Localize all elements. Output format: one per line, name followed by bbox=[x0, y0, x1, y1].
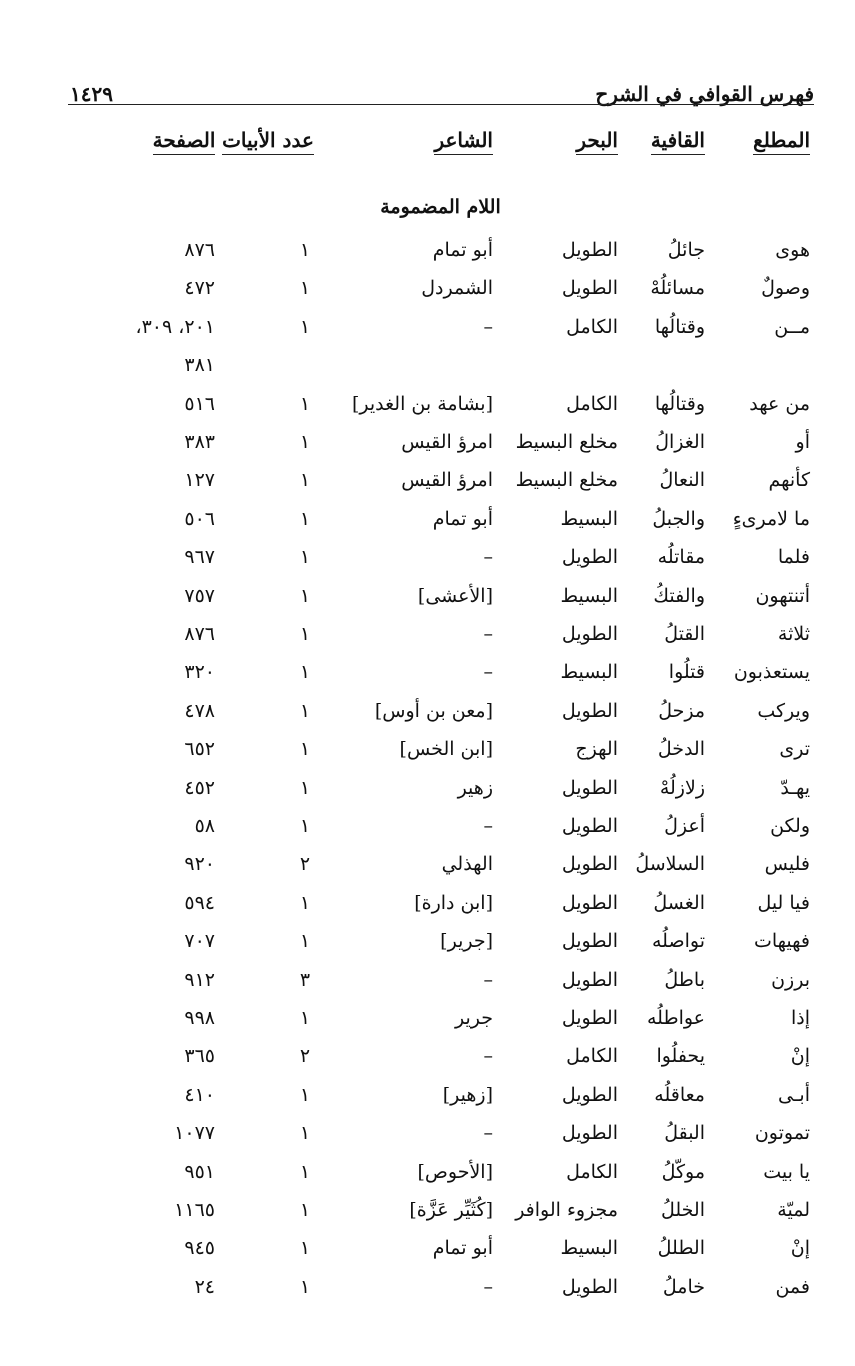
cell-matla: ترى bbox=[779, 738, 810, 761]
table-row bbox=[0, 503, 855, 535]
cell-bahr: الطويل bbox=[561, 1122, 618, 1145]
cell-shaer: – bbox=[483, 1045, 493, 1068]
cell-qafia: باطلُ bbox=[664, 968, 705, 991]
table-row bbox=[0, 1271, 855, 1303]
cell-matla: فيا ليل bbox=[757, 891, 810, 914]
cell-count: ١ bbox=[299, 930, 311, 953]
cell-page: ٣٨٣ bbox=[184, 431, 215, 453]
cell-shaer: – bbox=[483, 623, 493, 645]
cell-page: ٩٥١ bbox=[184, 1160, 215, 1183]
cell-count: ١ bbox=[299, 776, 311, 799]
cell-page: ٥٠٦ bbox=[184, 507, 215, 530]
cell-matla: إنْ bbox=[790, 1237, 810, 1260]
cell-shaer: زهير bbox=[457, 776, 493, 799]
cell-page: ٩٩٨ bbox=[184, 1007, 215, 1029]
cell-count: ١ bbox=[299, 392, 311, 415]
cell-bahr: الطويل bbox=[561, 776, 618, 799]
table-row bbox=[0, 772, 855, 804]
cell-qafia: مزحلُ bbox=[658, 699, 705, 722]
cell-bahr: البسيط bbox=[560, 1237, 618, 1260]
cell-qafia: البقلُ bbox=[664, 1122, 705, 1145]
table-row bbox=[0, 580, 855, 612]
cell-shaer: [الأعشى] bbox=[417, 584, 493, 607]
cell-page: ٤٧٢ bbox=[184, 277, 215, 300]
cell-page: ١١٦٥ bbox=[174, 1199, 215, 1221]
cell-count: ١ bbox=[299, 546, 311, 569]
table-row bbox=[0, 234, 855, 266]
table-row bbox=[0, 1117, 855, 1149]
cell-qafia: أعزلُ bbox=[664, 815, 705, 837]
cell-page: ٥٨ bbox=[194, 815, 215, 837]
table-row bbox=[0, 426, 855, 458]
table-row bbox=[0, 541, 855, 573]
col-header-bahr: البحر bbox=[518, 124, 618, 156]
cell-matla: فهيهات bbox=[753, 930, 810, 953]
cell-shaer: [الأحوص] bbox=[417, 1160, 493, 1183]
cell-qafia: والفتكُ bbox=[653, 584, 705, 607]
table-row bbox=[0, 1079, 855, 1111]
cell-bahr: الكامل bbox=[566, 1045, 618, 1068]
cell-shaer: [جرير] bbox=[440, 930, 493, 953]
cell-matla: إذا bbox=[790, 1007, 810, 1029]
table-row bbox=[0, 1040, 855, 1072]
cell-matla: وصولٌ bbox=[761, 277, 810, 300]
cell-matla: لميّة bbox=[777, 1199, 810, 1221]
cell-shaer: أبو تمام bbox=[432, 1237, 493, 1260]
cell-matla: أتنتهون bbox=[755, 584, 810, 607]
cell-bahr: الطويل bbox=[561, 968, 618, 991]
cell-matla: يا بيت bbox=[763, 1160, 810, 1183]
cell-shaer: [معن بن أوس] bbox=[374, 699, 493, 722]
table-row bbox=[0, 887, 855, 919]
cell-page: ٩٤٥ bbox=[184, 1237, 215, 1260]
cell-qafia: النعالُ bbox=[659, 469, 705, 492]
cell-bahr: الطويل bbox=[561, 930, 618, 953]
cell-count: ١ bbox=[299, 507, 311, 530]
cell-bahr: الطويل bbox=[561, 1007, 618, 1029]
cell-matla: فمن bbox=[775, 1275, 810, 1298]
cell-bahr: الطويل bbox=[561, 853, 618, 876]
cell-qafia: خاملُ bbox=[662, 1275, 705, 1298]
cell-qafia: الغسلُ bbox=[653, 891, 705, 914]
cell-matla: أبـى bbox=[778, 1083, 810, 1106]
cell-count: ١ bbox=[299, 891, 311, 914]
cell-matla: ما لامرىءٍ bbox=[732, 507, 810, 530]
cell-shaer: [بشامة بن الغدير] bbox=[351, 392, 493, 415]
cell-count: ١ bbox=[299, 815, 311, 837]
section-title: اللام المضمومة bbox=[380, 196, 501, 218]
cell-matla: إنْ bbox=[790, 1045, 810, 1068]
table-row bbox=[0, 733, 855, 765]
cell-matla: فليس bbox=[764, 853, 810, 876]
cell-shaer: – bbox=[483, 661, 493, 684]
cell-matla: يستعذبون bbox=[733, 661, 810, 684]
cell-bahr: البسيط bbox=[560, 507, 618, 530]
cell-bahr: مجزوء الوافر bbox=[515, 1199, 618, 1221]
cell-count: ١ bbox=[299, 315, 311, 338]
cell-shaer: [ابن دارة] bbox=[414, 891, 493, 914]
cell-qafia: مقاتلُه bbox=[657, 546, 705, 569]
cell-qafia: الغزالُ bbox=[655, 431, 705, 453]
cell-bahr: مخلع البسيط bbox=[515, 469, 618, 492]
cell-matla: برزن bbox=[771, 968, 810, 991]
cell-shaer: [كُثَيِّر عَزَّة] bbox=[409, 1199, 493, 1221]
cell-shaer: امرؤ القيس bbox=[401, 469, 493, 492]
cell-count: ١ bbox=[299, 1083, 311, 1106]
cell-qafia: جائلُ bbox=[667, 239, 705, 261]
col-header-page: الصفحة bbox=[150, 124, 218, 156]
running-title: فهرس القوافي في الشرح bbox=[595, 82, 814, 106]
table-row bbox=[0, 272, 855, 304]
cell-qafia: وقتالُها bbox=[654, 392, 705, 415]
cell-page: ٢٤ bbox=[194, 1275, 215, 1298]
cell-page: ٥٩٤ bbox=[184, 891, 215, 914]
cell-matla: يهـدّ bbox=[780, 776, 810, 799]
cell-count: ١ bbox=[299, 1237, 311, 1260]
table-row bbox=[0, 464, 855, 496]
table-row bbox=[0, 656, 855, 688]
cell-count: ١ bbox=[299, 1199, 311, 1221]
cell-count: ١ bbox=[299, 431, 311, 453]
cell-shaer: [ابن الخس] bbox=[399, 738, 493, 761]
cell-page: ٨٧٦ bbox=[184, 239, 215, 261]
cell-shaer: امرؤ القيس bbox=[401, 431, 493, 453]
col-header-qafia: القافية bbox=[600, 124, 705, 156]
cell-qafia: الخللُ bbox=[660, 1199, 705, 1221]
cell-count: ٢ bbox=[299, 853, 311, 876]
table-row bbox=[0, 848, 855, 880]
cell-shaer: الشمردل bbox=[421, 277, 493, 300]
cell-shaer: – bbox=[483, 546, 493, 569]
cell-page: ٤٥٢ bbox=[184, 776, 215, 799]
cell-matla: فلما bbox=[777, 546, 810, 569]
cell-shaer: جرير bbox=[455, 1007, 493, 1029]
page-number: ١٤٢٩ bbox=[70, 82, 113, 106]
cell-page: ٩٦٧ bbox=[184, 546, 215, 569]
cell-page: ٧٥٧ bbox=[184, 584, 215, 607]
cell-bahr: مخلع البسيط bbox=[515, 431, 618, 453]
table-row bbox=[0, 810, 855, 842]
table-row bbox=[0, 311, 855, 343]
cell-page: ٣٢٠ bbox=[184, 661, 215, 684]
cell-shaer: – bbox=[483, 1122, 493, 1145]
cell-page: ٤١٠ bbox=[184, 1083, 215, 1106]
col-header-count: عدد الأبيات bbox=[218, 124, 318, 156]
cell-shaer: أبو تمام bbox=[432, 239, 493, 261]
cell-count: ١ bbox=[299, 239, 311, 261]
cell-count: ١ bbox=[299, 469, 311, 492]
col-header-matla: المطلع bbox=[730, 124, 810, 156]
cell-matla: ويركب bbox=[757, 699, 810, 722]
table-row bbox=[0, 925, 855, 957]
col-header-shaer: الشاعر bbox=[343, 124, 493, 156]
cell-page: ٩١٢ bbox=[184, 968, 215, 991]
cell-count: ٢ bbox=[299, 1045, 311, 1068]
cell-count: ١ bbox=[299, 584, 311, 607]
cell-count: ١ bbox=[299, 738, 311, 761]
cell-qafia: الدخلُ bbox=[657, 738, 705, 761]
cell-qafia: معاقلُه bbox=[654, 1083, 705, 1106]
table-row bbox=[0, 1156, 855, 1188]
cell-qafia: زلازلُهْ bbox=[659, 776, 705, 799]
cell-count: ١ bbox=[299, 1007, 311, 1029]
cell-bahr: الهزج bbox=[575, 738, 618, 761]
cell-qafia: وقتالُها bbox=[654, 315, 705, 338]
cell-matla: ولكن bbox=[770, 815, 810, 837]
cell-count: ١ bbox=[299, 1122, 311, 1145]
cell-page: ٨٧٦ bbox=[184, 623, 215, 645]
table-row bbox=[0, 349, 855, 381]
cell-count: ١ bbox=[299, 623, 311, 645]
header-rule bbox=[68, 104, 814, 105]
cell-matla: مــن bbox=[774, 315, 810, 338]
cell-matla: هوى bbox=[775, 239, 810, 261]
cell-page: ٣٨١ bbox=[184, 354, 215, 377]
cell-count: ٣ bbox=[299, 968, 311, 991]
cell-count: ١ bbox=[299, 661, 311, 684]
cell-bahr: الطويل bbox=[561, 277, 618, 300]
cell-matla: ثلاثة bbox=[777, 623, 810, 645]
table-row bbox=[0, 1194, 855, 1226]
cell-bahr: الطويل bbox=[561, 1083, 618, 1106]
cell-qafia: عواطلُه bbox=[646, 1007, 705, 1029]
cell-matla: أو bbox=[795, 431, 810, 453]
cell-bahr: الطويل bbox=[561, 891, 618, 914]
cell-qafia: يحفلُوا bbox=[656, 1045, 705, 1068]
cell-bahr: الطويل bbox=[561, 699, 618, 722]
cell-page: ٤٧٨ bbox=[184, 699, 215, 722]
table-row bbox=[0, 1232, 855, 1264]
table-row bbox=[0, 1002, 855, 1034]
cell-page: ١٠٧٧ bbox=[174, 1122, 215, 1145]
cell-qafia: السلاسلُ bbox=[635, 853, 705, 876]
cell-count: ١ bbox=[299, 699, 311, 722]
cell-bahr: الكامل bbox=[566, 1160, 618, 1183]
cell-page: ٥١٦ bbox=[184, 392, 215, 415]
cell-matla: تموتون bbox=[754, 1122, 810, 1145]
cell-qafia: تواصلُه bbox=[652, 930, 705, 953]
cell-page: ٣٦٥ bbox=[184, 1045, 215, 1068]
cell-bahr: الطويل bbox=[561, 546, 618, 569]
cell-shaer: أبو تمام bbox=[432, 507, 493, 530]
cell-qafia: مسائلُهْ bbox=[650, 277, 705, 300]
cell-bahr: الطويل bbox=[561, 623, 618, 645]
cell-shaer: – bbox=[483, 815, 493, 837]
table-row bbox=[0, 388, 855, 420]
cell-count: ١ bbox=[299, 1160, 311, 1183]
cell-matla: كأنهم bbox=[768, 469, 810, 492]
cell-count: ١ bbox=[299, 1275, 311, 1298]
cell-qafia: والجبلُ bbox=[652, 507, 705, 530]
cell-page: ٢٠١، ٣٠٩، bbox=[135, 315, 215, 338]
cell-bahr: البسيط bbox=[560, 661, 618, 684]
cell-bahr: الكامل bbox=[566, 315, 618, 338]
column-headers bbox=[0, 124, 855, 156]
table-row bbox=[0, 618, 855, 650]
cell-count: ١ bbox=[299, 277, 311, 300]
cell-shaer: الهذلي bbox=[441, 853, 493, 876]
cell-bahr: الطويل bbox=[561, 239, 618, 261]
cell-matla: من عهد bbox=[749, 392, 810, 415]
cell-qafia: القتلُ bbox=[664, 623, 705, 645]
cell-bahr: الكامل bbox=[566, 392, 618, 415]
cell-qafia: الطللُ bbox=[657, 1237, 705, 1260]
running-head bbox=[70, 78, 814, 106]
cell-bahr: البسيط bbox=[560, 584, 618, 607]
cell-page: ٩٢٠ bbox=[184, 853, 215, 876]
table-row bbox=[0, 695, 855, 727]
cell-shaer: – bbox=[483, 1275, 493, 1298]
cell-page: ١٢٧ bbox=[184, 469, 215, 492]
cell-shaer: [زهير] bbox=[442, 1083, 493, 1106]
cell-shaer: – bbox=[483, 968, 493, 991]
cell-bahr: الطويل bbox=[561, 1275, 618, 1298]
cell-qafia: موكّلُ bbox=[661, 1160, 705, 1183]
cell-bahr: الطويل bbox=[561, 815, 618, 837]
cell-qafia: قتلُوا bbox=[668, 661, 705, 684]
cell-page: ٦٥٢ bbox=[184, 738, 215, 761]
cell-shaer: – bbox=[483, 315, 493, 338]
table-row bbox=[0, 964, 855, 996]
cell-page: ٧٠٧ bbox=[184, 930, 215, 953]
